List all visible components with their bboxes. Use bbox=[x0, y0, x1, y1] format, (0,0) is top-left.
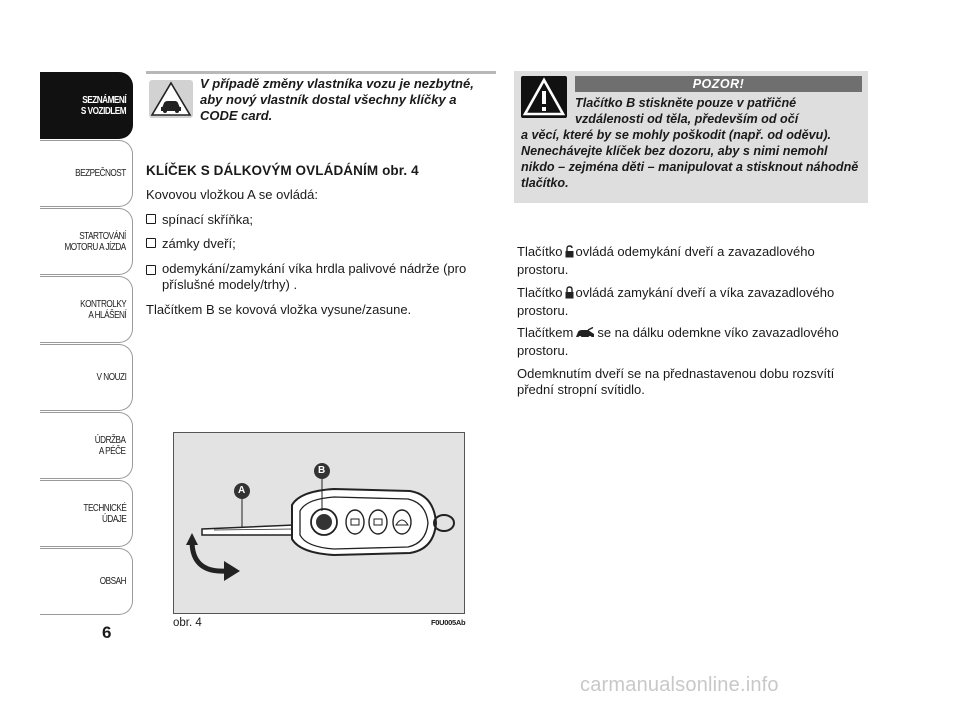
tab-label: BEZPEČNOST bbox=[75, 168, 126, 179]
paragraph-courtesy-light: Odemknutím dveří se na přednastavenou dobu rozsvítí přední stropní svítidlo. bbox=[517, 366, 835, 397]
paragraph-lock: Tlačítko ovládá zamykání dveří a víka zavazadlového prostoru. bbox=[517, 285, 835, 318]
paragraph: Tlačítkem B se kovová vložka vysune/zasune. bbox=[146, 302, 412, 317]
paragraph-unlock: Tlačítko ovládá odemykání dveří a zavazadlového prostoru. bbox=[517, 244, 815, 277]
section-title-text: KLÍČEK S DÁLKOVÝM OVLÁDÁNÍM bbox=[146, 163, 379, 178]
tab-bezpecnost[interactable] bbox=[40, 140, 133, 207]
warning-triangle-icon bbox=[521, 76, 567, 118]
figure-caption: obr. 4 bbox=[173, 617, 202, 629]
watermark: carmanualsonline.info bbox=[580, 674, 779, 696]
trunk-icon bbox=[575, 327, 595, 343]
tab-label: V NOUZI bbox=[96, 372, 126, 383]
label-a: A bbox=[238, 485, 246, 496]
tab-label: STARTOVÁNÍ MOTORU A JÍZDA bbox=[64, 230, 126, 253]
warning-text: Tlačítko B stiskněte pouze v patřičné vzdálenosti od těla, především od očí bbox=[575, 96, 799, 126]
list-item: spínací skříňka; bbox=[146, 212, 486, 228]
tab-technicke[interactable] bbox=[40, 480, 133, 547]
car-note-icon bbox=[149, 80, 193, 118]
unlock-icon bbox=[565, 245, 574, 262]
tab-label: OBSAH bbox=[99, 576, 126, 587]
tab-udrzba[interactable] bbox=[40, 412, 133, 479]
page-number: 6 bbox=[102, 623, 112, 642]
tab-label: ÚDRŽBA A PÉČE bbox=[95, 434, 126, 457]
chapter-tabs bbox=[40, 72, 133, 616]
tab-kontrolky[interactable] bbox=[40, 276, 133, 343]
warning-title: POZOR! bbox=[575, 76, 862, 92]
tab-label: TECHNICKÉ ÚDAJE bbox=[83, 502, 126, 525]
warning-text-continued: a věcí, které by se mohly poškodit (např. od oděvu). Nenechávejte klíček bez dozoru, aby s nimi nemohl nikdo – zejména děti – manipulovat a stisknout náhodně tlačítko. bbox=[521, 128, 859, 190]
tab-seznameni[interactable] bbox=[40, 72, 133, 139]
tab-obsah[interactable] bbox=[40, 548, 133, 615]
paragraph-trunk: Tlačítkem se na dálku odemkne víko zavazadlového prostoru. bbox=[517, 325, 839, 358]
key-illustration bbox=[174, 433, 464, 613]
checkbox-bullet-icon bbox=[146, 214, 156, 224]
lock-icon bbox=[565, 286, 574, 303]
checkbox-bullet-icon bbox=[146, 265, 156, 275]
tab-label: KONTROLKY A HLÁŠENÍ bbox=[79, 298, 126, 321]
figure-code: F0U005Ab bbox=[431, 618, 466, 627]
tab-label: SEZNÁMENÍ S VOZIDLEM bbox=[80, 94, 126, 117]
list-item: zámky dveří; bbox=[146, 236, 486, 252]
tab-v-nouzi[interactable] bbox=[40, 344, 133, 411]
owner-change-note: V případě změny vlastníka vozu je nezbytné, aby nový vlastník dostal všechny klíčky a CODE card. bbox=[200, 76, 474, 123]
label-b: B bbox=[318, 465, 326, 476]
list-item: odemykání/zamykání víka hrdla palivové nádrže (pro příslušné modely/trhy) . bbox=[146, 261, 476, 293]
checkbox-bullet-icon bbox=[146, 238, 156, 248]
key-figure bbox=[173, 432, 465, 614]
intro-paragraph: Kovovou vložkou A se ovládá: bbox=[146, 187, 319, 202]
figure-reference: obr. 4 bbox=[382, 163, 419, 178]
tab-startovani[interactable] bbox=[40, 208, 133, 275]
top-divider bbox=[146, 71, 496, 74]
section-title bbox=[146, 163, 419, 178]
